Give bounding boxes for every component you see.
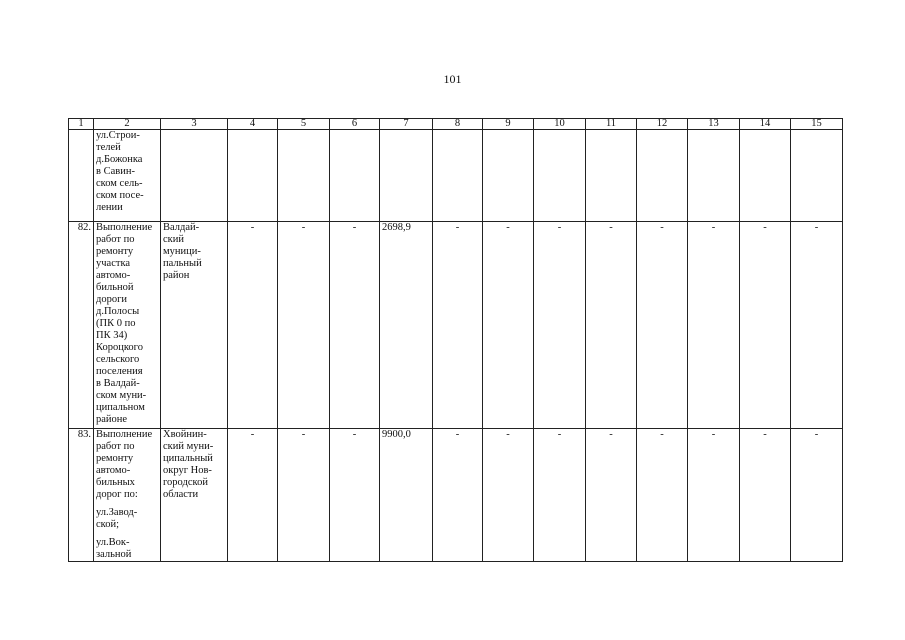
district-cell <box>161 130 228 222</box>
value-cell: - <box>688 429 740 562</box>
district-line: области <box>163 489 199 500</box>
district-line: Валдай- <box>163 222 200 233</box>
description-line: в Савин- <box>96 166 135 177</box>
header-cell: 15 <box>791 119 843 130</box>
value-cell: - <box>534 222 586 429</box>
amount-cell: 9900,0 <box>380 429 433 562</box>
value-cell: - <box>433 429 483 562</box>
page-number: 101 <box>443 72 462 86</box>
value-cell <box>791 130 843 222</box>
value-cell: - <box>483 222 534 429</box>
table-row <box>69 130 843 222</box>
value-cell: - <box>483 429 534 562</box>
description-line: ском муни- <box>96 390 147 401</box>
description-line: Выполнение <box>96 429 153 440</box>
value-cell <box>637 130 688 222</box>
value-cell: - <box>228 429 278 562</box>
header-cell: 1 <box>69 119 94 130</box>
value-cell: - <box>740 222 791 429</box>
description-line: бильных <box>96 477 135 488</box>
value-cell: - <box>637 429 688 562</box>
header-cell: 7 <box>380 119 433 130</box>
header-cell: 5 <box>278 119 330 130</box>
description-cell <box>94 429 161 562</box>
description-line: сельского <box>96 354 140 365</box>
value-cell: - <box>278 222 330 429</box>
value-cell: - <box>534 429 586 562</box>
header-cell: 9 <box>483 119 534 130</box>
header-cell: 8 <box>433 119 483 130</box>
district-line: пальный <box>163 258 202 269</box>
description-line: лении <box>96 202 123 213</box>
description-line: (ПК 0 по <box>96 318 136 329</box>
street-line: зальной <box>96 549 132 560</box>
value-cell <box>688 130 740 222</box>
value-cell: - <box>433 222 483 429</box>
description-line: дорог по: <box>96 489 138 500</box>
description-line: участка <box>96 258 131 269</box>
description-line: Короцкого <box>96 342 143 353</box>
description-line: д.Божонка <box>96 154 143 165</box>
amount-cell: 2698,9 <box>380 222 433 429</box>
value-cell <box>380 130 433 222</box>
description-line: ском сель- <box>96 178 143 189</box>
district-line: городской <box>163 477 208 488</box>
header-cell: 6 <box>330 119 380 130</box>
description-line: Выполнение <box>96 222 153 233</box>
street-line: ской; <box>96 519 120 530</box>
row-number-cell: 82. <box>69 222 94 429</box>
value-cell: - <box>330 222 380 429</box>
value-cell <box>228 130 278 222</box>
description-cell <box>94 130 161 222</box>
data-table <box>68 118 843 562</box>
header-cell: 3 <box>161 119 228 130</box>
table-row <box>69 222 843 429</box>
description-line: ПК 34) <box>96 330 128 341</box>
description-line: бильной <box>96 282 134 293</box>
header-cell: 4 <box>228 119 278 130</box>
description-line: телей <box>96 142 121 153</box>
value-cell: - <box>228 222 278 429</box>
value-cell <box>534 130 586 222</box>
description-line: поселения <box>96 366 143 377</box>
description-line: ском посе- <box>96 190 144 201</box>
district-line: район <box>163 270 190 281</box>
description-cell <box>94 222 161 429</box>
value-cell: - <box>586 222 637 429</box>
description-line: автомо- <box>96 465 131 476</box>
header-cell: 14 <box>740 119 791 130</box>
header-cell: 13 <box>688 119 740 130</box>
district-line: ский <box>163 234 184 245</box>
description-line: работ по <box>96 234 135 245</box>
table-row <box>69 429 843 562</box>
district-line: ский муни- <box>163 441 214 452</box>
value-cell <box>330 130 380 222</box>
district-cell <box>161 429 228 562</box>
value-cell <box>586 130 637 222</box>
description-line: районе <box>96 414 128 425</box>
value-cell: - <box>791 429 843 562</box>
value-cell: - <box>330 429 380 562</box>
description-line: автомо- <box>96 270 131 281</box>
street-line: ул.Вок- <box>96 537 130 548</box>
header-row <box>69 119 843 130</box>
district-line: округ Нов- <box>163 465 212 476</box>
header-cell: 11 <box>586 119 637 130</box>
value-cell: - <box>688 222 740 429</box>
district-line: ципальный <box>163 453 213 464</box>
street-line: ул.Завод- <box>96 507 138 518</box>
description-line: дороги <box>96 294 128 305</box>
description-line: ремонту <box>96 246 134 257</box>
description-line: ципальном <box>96 402 145 413</box>
value-cell: - <box>791 222 843 429</box>
district-cell <box>161 222 228 429</box>
value-cell <box>740 130 791 222</box>
row-number-cell <box>69 130 94 222</box>
district-line: муници- <box>163 246 201 257</box>
description-line: в Валдай- <box>96 378 140 389</box>
value-cell: - <box>278 429 330 562</box>
header-cell: 2 <box>94 119 161 130</box>
value-cell <box>278 130 330 222</box>
value-cell: - <box>586 429 637 562</box>
value-cell <box>483 130 534 222</box>
value-cell <box>433 130 483 222</box>
description-line: д.Полосы <box>96 306 140 317</box>
header-cell: 10 <box>534 119 586 130</box>
district-line: Хвойнин- <box>163 429 207 440</box>
header-cell: 12 <box>637 119 688 130</box>
description-line: ул.Строи- <box>96 130 140 141</box>
value-cell: - <box>637 222 688 429</box>
description-line: работ по <box>96 441 135 452</box>
row-number-cell: 83. <box>69 429 94 562</box>
description-line: ремонту <box>96 453 134 464</box>
value-cell: - <box>740 429 791 562</box>
